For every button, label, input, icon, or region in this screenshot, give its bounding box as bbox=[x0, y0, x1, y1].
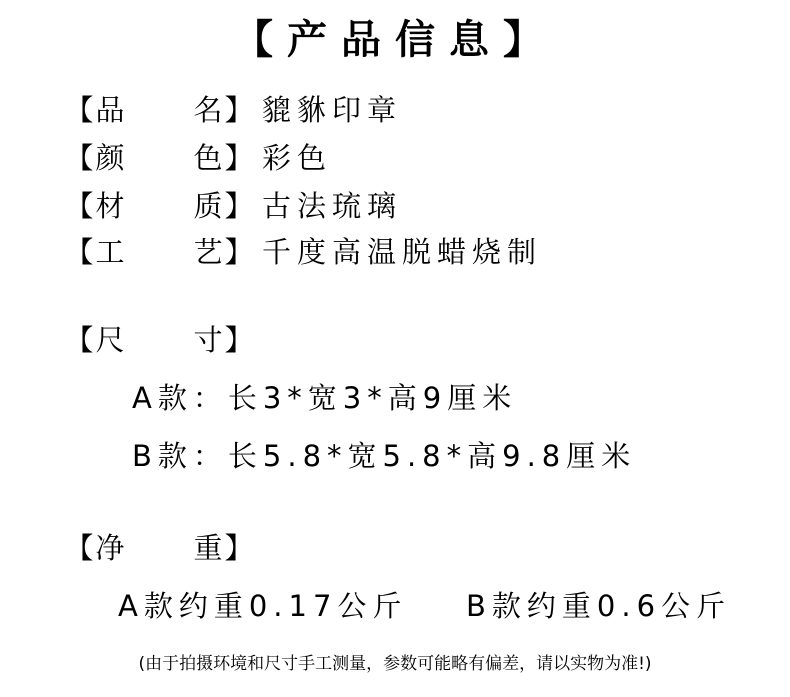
left-bracket: 【 bbox=[64, 140, 94, 175]
left-bracket: 【 bbox=[64, 322, 94, 357]
right-bracket: 】 bbox=[224, 140, 254, 175]
label-char-1: 尺 bbox=[95, 322, 125, 357]
field-value: 彩色 bbox=[262, 140, 333, 175]
field-row-color bbox=[64, 136, 332, 176]
left-bracket: 【 bbox=[64, 188, 94, 223]
field-row-name bbox=[64, 88, 402, 128]
label-char-2: 色 bbox=[193, 140, 223, 175]
label-char-1: 材 bbox=[95, 188, 125, 223]
label-char-2: 质 bbox=[193, 188, 223, 223]
right-bracket: 】 bbox=[224, 530, 254, 565]
field-row-craft bbox=[64, 230, 542, 270]
left-bracket: 【 bbox=[64, 234, 94, 269]
label-char-1: 颜 bbox=[95, 140, 125, 175]
right-bracket: 】 bbox=[224, 92, 254, 127]
weight-a: A款约重0.17公斤 bbox=[118, 589, 408, 623]
field-value: 千度高温脱蜡烧制 bbox=[262, 234, 543, 269]
left-bracket: 【 bbox=[64, 530, 94, 565]
weight-b: B款约重0.6公斤 bbox=[466, 589, 732, 623]
label-char-1: 品 bbox=[95, 92, 125, 127]
right-bracket: 】 bbox=[224, 322, 254, 357]
disclaimer-note: (由于拍摄环境和尺寸手工测量，参数可能略有偏差，请以实物为准!) bbox=[138, 654, 652, 674]
weight-heading bbox=[64, 526, 254, 566]
label-char-2: 重 bbox=[193, 530, 223, 565]
label-char-2: 寸 bbox=[193, 322, 223, 357]
field-value: 貔貅印章 bbox=[262, 92, 403, 127]
label-char-2: 艺 bbox=[193, 234, 223, 269]
right-bracket: 】 bbox=[224, 188, 254, 223]
label-char-1: 净 bbox=[95, 530, 125, 565]
field-value: 古法琉璃 bbox=[262, 188, 403, 223]
size-heading bbox=[64, 318, 254, 358]
label-char-1: 工 bbox=[95, 234, 125, 269]
right-bracket: 】 bbox=[224, 234, 254, 269]
size-a: A款：长3*宽3*高9厘米 bbox=[132, 381, 518, 415]
size-b: B款：长5.8*宽5.8*高9.8厘米 bbox=[132, 439, 637, 473]
page-title: 【产品信息】 bbox=[233, 16, 557, 63]
field-row-material bbox=[64, 184, 402, 224]
label-char-2: 名 bbox=[193, 92, 223, 127]
left-bracket: 【 bbox=[64, 92, 94, 127]
